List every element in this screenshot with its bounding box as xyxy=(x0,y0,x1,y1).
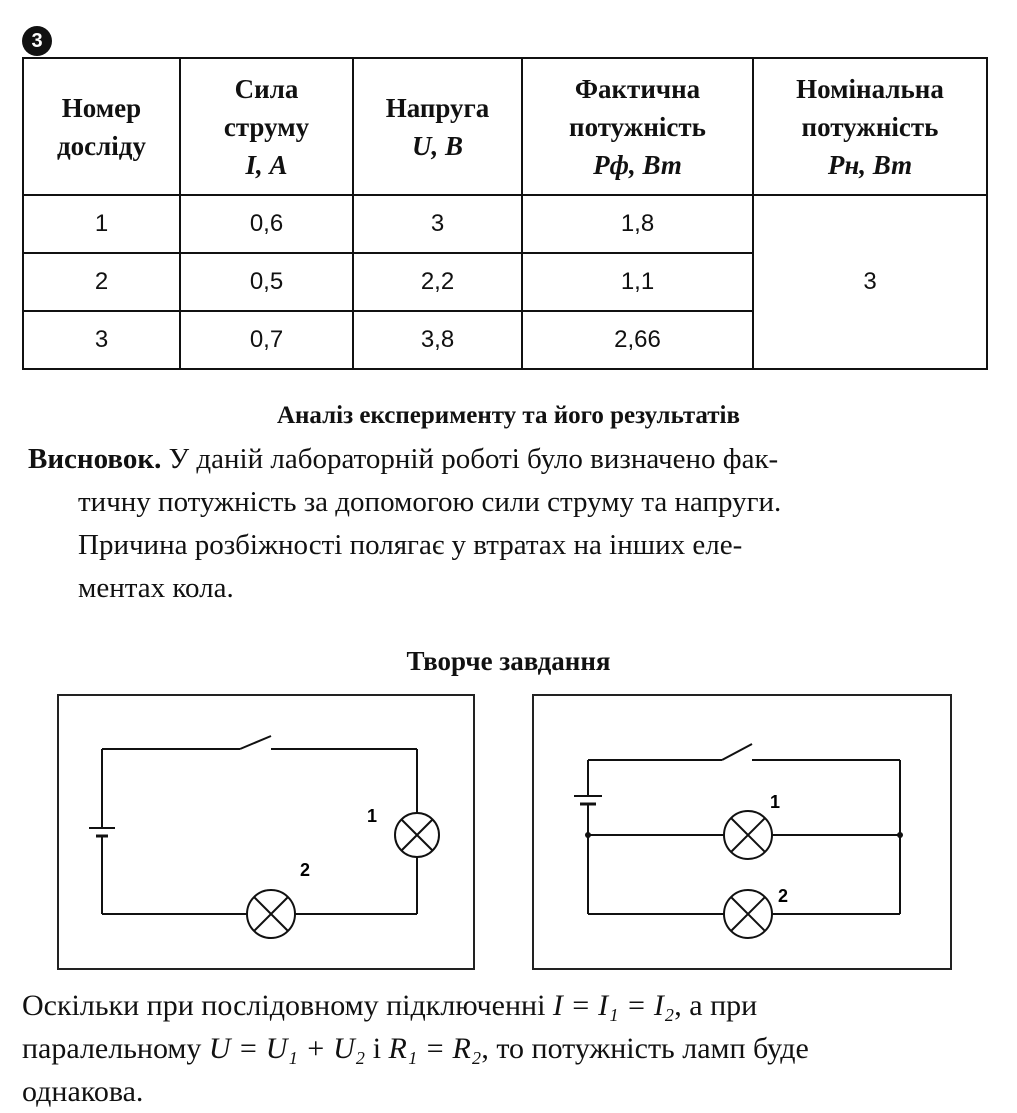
explanation-text: , а при xyxy=(674,989,758,1022)
header-line: Сила xyxy=(234,73,299,104)
lamp-1-icon xyxy=(395,813,439,857)
lamp-2-icon xyxy=(247,890,295,938)
header-line: U, В xyxy=(411,130,463,161)
header-line: Фактична xyxy=(574,73,701,104)
explanation-paragraph xyxy=(22,984,997,1113)
parallel-circuit-panel xyxy=(532,694,952,970)
header-line: Номер xyxy=(61,92,142,123)
task-number-badge: 3 xyxy=(22,26,52,56)
header-experiment-number xyxy=(23,58,180,195)
switch-icon xyxy=(240,736,271,749)
header-line: досліду xyxy=(57,130,146,161)
explanation-text: Оскільки при послідовному підключенні xyxy=(22,989,546,1022)
results-table xyxy=(22,57,988,370)
conclusion-paragraph xyxy=(28,438,988,610)
explanation-line xyxy=(22,1027,997,1070)
header-line: Pф, Вт xyxy=(593,149,682,180)
junction-dot xyxy=(897,832,903,838)
header-line: потужність xyxy=(801,111,939,142)
switch-icon xyxy=(722,744,752,760)
conclusion-text: У даній лабораторній роботі було визначено фак- xyxy=(168,443,779,475)
cell-number: 1 xyxy=(23,195,180,253)
formula-series-current: I = I₁ = I₂ xyxy=(552,989,675,1022)
cell-current: 0,5 xyxy=(180,253,353,311)
header-actual-power xyxy=(522,58,753,195)
lamp-1-icon xyxy=(724,811,772,859)
lamp-2-icon xyxy=(724,890,772,938)
header-current xyxy=(180,58,353,195)
cell-number: 2 xyxy=(23,253,180,311)
lamp-1-label: 1 xyxy=(770,792,781,812)
formula-parallel-voltage: U = U₁ + U₂ xyxy=(208,1032,366,1065)
series-circuit-diagram xyxy=(59,696,473,968)
header-line: Напруга xyxy=(385,92,490,123)
header-line: Номінальна xyxy=(796,73,944,104)
header-line: потужність xyxy=(569,111,706,142)
junction-dot xyxy=(585,832,591,838)
conclusion-text: Причина розбіжності полягає у втратах на інших еле- xyxy=(78,529,743,561)
cell-current: 0,7 xyxy=(180,311,353,369)
lamp-2-label: 2 xyxy=(300,860,311,880)
lamp-1-label: 1 xyxy=(367,806,378,826)
header-nominal-power xyxy=(753,58,987,195)
creative-task-title: Творче завдання xyxy=(406,646,611,676)
cell-number: 3 xyxy=(23,311,180,369)
conclusion-text: тичну потужність за допомогою сили струму та напруги. xyxy=(78,486,782,518)
cell-voltage: 3,8 xyxy=(353,311,522,369)
table-row xyxy=(23,195,987,253)
formula-resistance: R₁ = R₂ xyxy=(388,1032,482,1065)
cell-nominal-power: 3 xyxy=(753,195,987,369)
cell-voltage: 3 xyxy=(353,195,522,253)
conclusion-text: ментах кола. xyxy=(78,572,234,604)
analysis-title: Аналіз експерименту та його результатів xyxy=(276,402,741,429)
cell-actual-power: 1,8 xyxy=(522,195,753,253)
cell-actual-power: 1,1 xyxy=(522,253,753,311)
cell-voltage: 2,2 xyxy=(353,253,522,311)
explanation-text: , то потужність ламп буде xyxy=(481,1032,809,1065)
cell-actual-power: 2,66 xyxy=(522,311,753,369)
explanation-line xyxy=(22,984,997,1027)
conclusion-label: Висновок. xyxy=(28,443,162,475)
header-line: Pн, Вт xyxy=(827,149,913,180)
cell-current: 0,6 xyxy=(180,195,353,253)
parallel-circuit-diagram xyxy=(534,696,950,968)
lamp-2-label: 2 xyxy=(778,886,789,906)
header-voltage xyxy=(353,58,522,195)
explanation-text: паралельному xyxy=(22,1032,202,1065)
header-line: I, А xyxy=(245,149,288,180)
explanation-line: однакова. xyxy=(22,1075,144,1108)
series-circuit-panel xyxy=(57,694,475,970)
explanation-text: і xyxy=(372,1032,382,1065)
header-line: струму xyxy=(223,111,310,142)
table-header-row xyxy=(23,58,987,195)
